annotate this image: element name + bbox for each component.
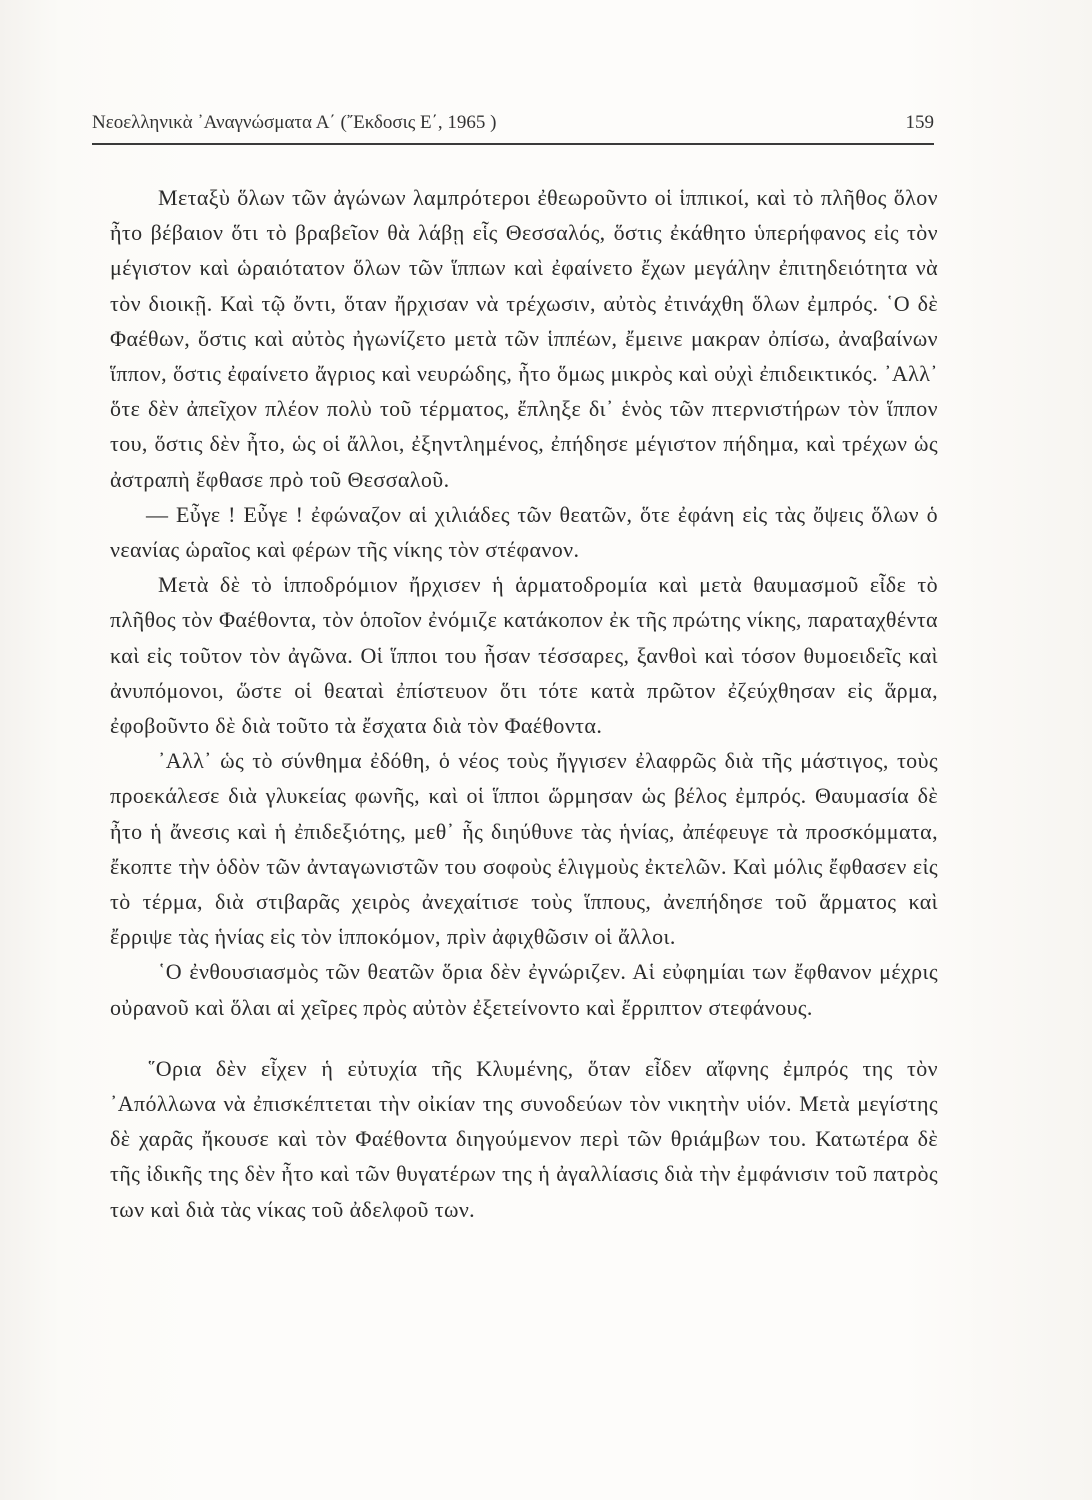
paragraph-horse-race: Μεταξὺ ὅλων τῶν ἀγώνων λαμπρότεροι ἐθεωροῦντο οἱ ἱππικοί, καὶ τὸ πλῆθος ὅλον ἦτο βέβαιον ὅτι τὸ βραβεῖον θὰ λάβῃ εἷς Θεσσαλός, ὅστις ἐκάθητο ὑπερήφανος εἰς τὸν μέγιστον καὶ ὡραιότατον ὅλων τῶν ἵππων καὶ ἐφαίνετο ἔχων μεγάλην ἐπιτηδειότητα νὰ τὸν διοικῇ. Καὶ τῷ ὄντι, ὅταν ἤρχισαν νὰ τρέχωσιν, αὐτὸς ἐτινάχθη ὅλων ἐμπρός. ῾Ο δὲ Φαέθων, ὅστις καὶ αὐτὸς ἠγωνίζετο μετὰ τῶν ἱππέων, ἔμεινε μακραν ὀπίσω, ἀναβαίνων ἵππον, ὅστις ἐφαίνετο ἄγριος καὶ νευρώδης, ἦτο ὅμως μικρὸς καὶ οὐχὶ ἐπιδεικτικός. ᾿Αλλ᾿ ὅτε δὲν ἀπεῖχον πλέον πολὺ τοῦ τέρματος, ἔπληξε δι᾿ ἑνὸς τῶν πτερνιστήρων τὸν ἵππον του, ὅστις δὲν ἦτο, ὡς οἱ ἄλλοι, ἐξηντλημένος, ἐπήδησε μέγιστον πήδημα, καὶ τρέχων ὡς ἀστραπὴ ἔφθασε πρὸ τοῦ Θεσσαλοῦ. — [110, 185, 938, 492]
paragraph-cheering: — Εὖγε ! Εὖγε ! ἐφώναζον αἱ χιλιάδες τῶν θεατῶν, ὅτε ἐφάνη εἰς τὰς ὄψεις ὅλων ὁ νεανίας ὡραῖος καὶ φέρων τῆς νίκης τὸν στέφανον. — [110, 501, 938, 563]
paragraph-chariot-victory: ᾿Αλλ᾿ ὡς τὸ σύνθημα ἐδόθη, ὁ νέος τοὺς ἤγγισεν ἐλαφρῶς διὰ τῆς μάστιγος, τοὺς προεκάλεσε διὰ γλυκείας φωνῆς, καὶ οἱ ἵπποι ὥρμησαν ὡς βέλος ἐμπρός. Θαυμασία δὲ ἦτο ἡ ἄνεσις καὶ ἡ ἐπιδεξιότης, μεθ᾿ ἧς διηύθυνε τὰς ἡνίας, ἀπέφευγε τὰ προσκόμματα, ἔκοπτε τὴν ὁδὸν τῶν ἀνταγωνιστῶν του σοφοὺς ἑλιγμοὺς ἐκτελῶν. Καὶ μόλις ἔφθασεν εἰς τὸ τέρμα, διὰ στιβαρᾶς χειρὸς ἀνεχαίτισε τοὺς ἵππους, ἀνεπήδησε τοῦ ἅρματος καὶ ἔρριψε τὰς ἡνίας εἰς τὸν ἱπποκόμον, πρὶν ἀφιχθῶσιν οἱ ἄλλοι. — [110, 748, 938, 950]
page-number: 159 — [905, 112, 934, 133]
running-head-title: Νεοελληνικὰ ᾿Αναγνώσματα Α΄ (῎Εκδοσις Ε΄, 1965 ) — [92, 112, 497, 133]
paragraph-klymene: ῞Ορια δὲν εἶχεν ἡ εὐτυχία τῆς Κλυμένης, ὅταν εἶδεν αἴφνης ἐμπρός της τὸν ᾿Απόλλωνα νὰ ἐπισκέπτεται τὴν οἰκίαν της συνοδεύων τὸν νικητὴν υἱόν. Μετὰ μεγίστης δὲ χαρᾶς ἤκουσε καὶ τὸν Φαέθοντα διηγούμενον περὶ τῶν θριάμβων του. Κατωτέρα δὲ τῆς ἰδικῆς της δὲν ἦτο καὶ τῶν θυγατέρων της ἡ ἀγαλλίασις διὰ τὴν ἐμφάνισιν τοῦ πατρὸς των καὶ διὰ τὰς νίκας τοῦ ἀδελφοῦ των. — [110, 1055, 938, 1222]
paragraph-enthusiasm: ῾Ο ἐνθουσιασμὸς τῶν θεατῶν ὅρια δὲν ἐγνώριζεν. Αἱ εὐφημίαι των ἔφθανον μέχρις οὐρανοῦ καὶ ὅλαι αἱ χεῖρες πρὸς αὐτὸν ἐξετείνοντο καὶ ἔρριπτον στεφάνους. — [110, 959, 938, 1020]
body-text — [110, 180, 938, 1227]
header-rule — [92, 143, 934, 145]
paragraph-chariot-race: Μετὰ δὲ τὸ ἱπποδρόμιον ἤρχισεν ἡ ἁρματοδρομία καὶ μετὰ θαυμασμοῦ εἶδε τὸ πλῆθος τὸν Φαέθοντα, τὸν ὁποῖον ἐνόμιζε κατάκοπον ἐκ τῆς πρώτης νίκης, παραταχθέντα καὶ εἰς τοῦτον τὸν ἀγῶνα. Οἱ ἵπποι του ἦσαν τέσσαρες, ξανθοὶ καὶ τόσον θυμοειδεῖς καὶ ἀνυπόμονοι, ὥστε οἱ θεαταὶ ἐπίστευον ὅτι τότε κατὰ πρῶτον ἐζεύχθησαν εἰς ἅρμα, ἐφοβοῦντο δὲ διὰ τοῦτο τὰ ἔσχατα διὰ τὸν Φαέθοντα. — [110, 572, 938, 739]
running-head — [92, 112, 934, 142]
